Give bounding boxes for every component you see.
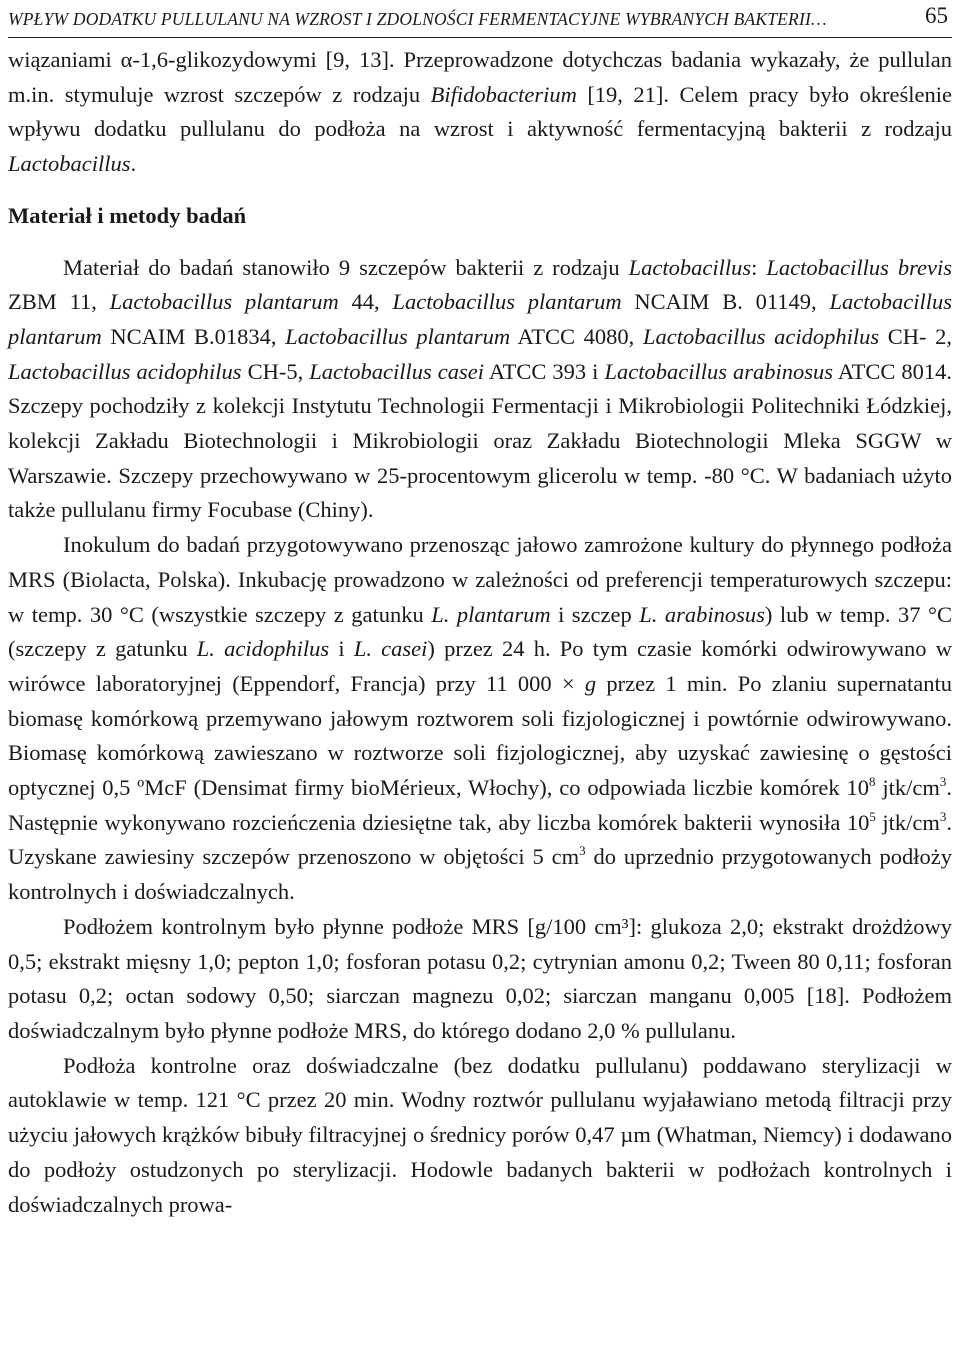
paragraph-sterilization: Podłoża kontrolne oraz doświadczalne (bez dodatku pullulanu) poddawano sterylizacji w autoklawie w temp. 121 °C przez 20 min. Wodny roztwór pullulanu wyjaławiano metodą filtracji przy użyciu jałowych krążków bibuły filtracyjnej o średnicy porów 0,47 µm (Whatman, Niemcy) i dodawano do podłoży ostudzonych po sterylizacji. Hodowle badanych bakterii w podłożach kontrolnych i doświadczalnych prowa-: [8, 1052, 952, 1217]
header-rule: [8, 37, 952, 38]
page-number: 65: [925, 3, 948, 28]
section-heading: Materiał i metody badań: [8, 202, 247, 228]
page-header: [8, 0, 952, 40]
paragraph-inoculum: Inokulum do badań przygotowywano przenosząc jałowo zamrożone kultury do płynnego podłoża MRS (Biolacta, Polska). Inkubację prowadzono w zależności od preferencji temperaturowych szczepu: w temp. 30 °C (wszystkie szczepy z gatunku L. plantarum i szczep L. arabinosus) lub w temp. 37 °C (szczepy z gatunku L. acidophilus i L. casei) przez 24 h. Po tym czasie komórki odwirowywano w wirówce laboratoryjnej (Eppendorf, Francja) przy 11 000 × g przez 1 min. Po zlaniu supernatantu biomasę komórkową przemywano jałowym roztworem soli fizjologicznej i powtórnie odwirowywano. Biomasę komórkową zawieszano w roztworze soli fizjologicznej, aby uzyskać zawiesinę o gęstości optycznej 0,5 ºMcF (Densimat firmy bioMérieux, Włochy), co odpowiada liczbie komórek $10^8$ jtk/$cm^3$. Następnie wykonywano rozcieńczenia dziesiętne tak, aby liczba komórek bakterii wynosiła $10^5$ jtk/$cm^3$. Uzyskane zawiesiny szczepów przenoszono w objętości 5 $cm^3$ do uprzednio przygotowanych podłoży kontrolnych i doświadczalnych.: [8, 532, 952, 905]
paragraph-material: Materiał do badań stanowiło 9 szczepów bakterii z rodzaju Lactobacillus: Lactobacillus brevis ZBM 11, Lactobacillus plantarum 44, Lactobacillus plantarum NCAIM B. 01149, Lactobacillus plantarum NCAIM B.01834, Lactobacillus plantarum ATCC 4080, Lactobacillus acidophilus CH- 2, Lactobacillus acidophilus CH-5, Lactobacillus casei ATCC 393 i Lactobacillus arabinosus ATCC 8014. Szczepy pochodziły z kolekcji Instytutu Technologii Fermentacji i Mikrobiologii Politechniki Łódzkiej, kolekcji Zakładu Biotechnologii i Mikrobiologii oraz Zakładu Biotechnologii Mleka SGGW w Warszawie. Szczepy przechowywano w 25-procentowym glicerolu w temp. -80 °C. W badaniach użyto także pullulanu firmy Focubase (Chiny).: [8, 254, 953, 523]
paragraph-intro: wiązaniami α-1,6-glikozydowymi [9, 13]. Przeprowadzone dotychczas badania wykazały, że pullulan m.in. stymuluje wzrost szczepów z rodzaju Bifidobacterium [19, 21]. Celem pracy było określenie wpływu dodatku pullulanu do podłoża na wzrost i aktywność fermentacyjną bakterii z rodzaju Lactobacillus.: [8, 47, 952, 177]
article-body: [8, 43, 952, 1222]
paragraph-control-medium: Podłożem kontrolnym było płynne podłoże MRS [g/100 cm³]: glukoza 2,0; ekstrakt drożdżowy 0,5; ekstrakt mięsny 1,0; pepton 1,0; fosforan potasu 0,2; cytrynian amonu 0,2; Tween 80 0,11; fosforan potasu 0,2; octan sodowy 0,50; siarczan magnezu 0,02; siarczan manganu 0,005 [18]. Podłożem doświadczalnym było płynne podłoże MRS, do którego dodano 2,0 % pullulanu.: [8, 913, 952, 1043]
running-head: WPŁYW DODATKU PULLULANU NA WZROST I ZDOLNOŚCI FERMENTACYJNE WYBRANYCH BAKTERII…: [8, 9, 827, 29]
